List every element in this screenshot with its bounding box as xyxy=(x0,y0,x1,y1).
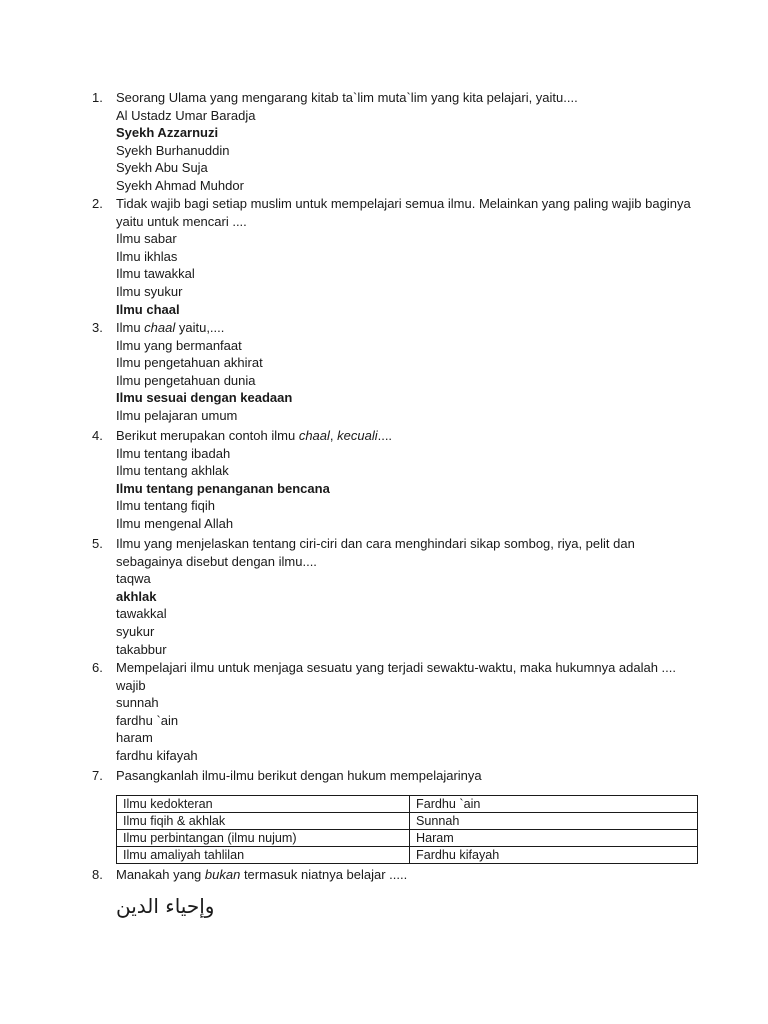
option: taqwa xyxy=(116,571,151,587)
option: Syekh Abu Suja xyxy=(116,160,208,176)
text-segment: , xyxy=(329,428,338,443)
option: haram xyxy=(116,730,153,746)
option: wajib xyxy=(116,677,146,693)
option: Ilmu mengenal Allah xyxy=(116,515,234,531)
italic-term: chaal xyxy=(298,428,330,443)
option: Al Ustadz Umar Baradja xyxy=(116,107,256,123)
option: Syekh Ahmad Muhdor xyxy=(116,177,244,193)
table-row xyxy=(117,830,698,847)
text-segment: Berikut merupakan contoh ilmu xyxy=(116,428,299,443)
question-number: 5. xyxy=(92,536,103,551)
option: Ilmu pengetahuan dunia xyxy=(116,372,256,388)
question-text: Mempelajari ilmu untuk menjaga sesuatu yang terjadi sewaktu-waktu, maka hukumnya adalah .... xyxy=(116,660,677,675)
option: Ilmu tentang ibadah xyxy=(116,445,231,461)
table-row xyxy=(117,796,698,813)
option-answer: Ilmu sesuai dengan keadaan xyxy=(116,390,293,406)
table-cell: Ilmu amaliyah tahlilan xyxy=(117,847,410,864)
option: Ilmu yang bermanfaat xyxy=(116,337,242,353)
table-cell: Fardhu `ain xyxy=(410,796,698,813)
option: Ilmu pengetahuan akhirat xyxy=(116,355,263,371)
question-6 xyxy=(92,659,712,765)
question-number: 2. xyxy=(92,196,103,211)
text-segment: Ilmu xyxy=(116,320,145,335)
option: Ilmu tentang fiqih xyxy=(116,498,216,514)
table-row xyxy=(117,847,698,864)
italic-term: kecuali xyxy=(337,428,378,443)
option: Ilmu syukur xyxy=(116,283,183,299)
option: takabbur xyxy=(116,641,167,657)
question-number: 6. xyxy=(92,660,103,675)
table-row xyxy=(117,813,698,830)
option-answer: Ilmu chaal xyxy=(116,301,180,317)
option: Syekh Burhanuddin xyxy=(116,142,230,158)
question-8 xyxy=(92,866,712,884)
question-text: sebagainya disebut dengan ilmu.... xyxy=(116,553,317,569)
table-cell: Sunnah xyxy=(410,813,698,830)
text-segment: yaitu,.... xyxy=(175,320,225,335)
option: fardhu kifayah xyxy=(116,747,198,763)
table-cell: Ilmu kedokteran xyxy=(117,796,410,813)
option: tawakkal xyxy=(116,606,167,622)
option: Ilmu tentang akhlak xyxy=(116,463,229,479)
question-4 xyxy=(92,427,712,533)
question-2 xyxy=(92,195,712,318)
table-cell: Ilmu fiqih & akhlak xyxy=(117,813,410,830)
option: Ilmu ikhlas xyxy=(116,248,178,264)
table-cell: Ilmu perbintangan (ilmu nujum) xyxy=(117,830,410,847)
question-number: 7. xyxy=(92,768,103,783)
question-text: Ilmu yang menjelaskan tentang ciri-ciri dan cara menghindari sikap sombog, riya, pelit dan xyxy=(116,536,635,551)
question-text xyxy=(116,427,712,445)
question-text xyxy=(116,866,712,884)
question-number: 3. xyxy=(92,320,103,335)
question-number: 1. xyxy=(92,90,103,105)
question-5 xyxy=(92,535,712,658)
text-segment: .... xyxy=(377,428,393,443)
question-1 xyxy=(92,89,712,195)
question-text: Seorang Ulama yang mengarang kitab ta`lim muta`lim yang kita pelajari, yaitu.... xyxy=(116,90,578,105)
question-text: yaitu untuk mencari .... xyxy=(116,213,247,229)
option: sunnah xyxy=(116,695,159,711)
table-cell: Haram xyxy=(410,830,698,847)
italic-term: bukan xyxy=(204,867,241,882)
table-cell: Fardhu kifayah xyxy=(410,847,698,864)
option: Ilmu sabar xyxy=(116,231,177,247)
question-text: Tidak wajib bagi setiap muslim untuk mempelajari semua ilmu. Melainkan yang paling wajib baginya xyxy=(116,196,691,211)
option: Ilmu tawakkal xyxy=(116,266,195,282)
text-segment: Manakah yang xyxy=(116,867,205,882)
option-answer: Ilmu tentang penanganan bencana xyxy=(116,480,330,496)
option: fardhu `ain xyxy=(116,712,179,728)
option-answer: Syekh Azzarnuzi xyxy=(116,125,219,141)
text-segment: termasuk niatnya belajar ..... xyxy=(240,867,408,882)
option: syukur xyxy=(116,623,155,639)
question-number: 8. xyxy=(92,867,103,882)
matching-table xyxy=(116,795,698,864)
question-7 xyxy=(92,767,712,785)
question-number: 4. xyxy=(92,428,103,443)
question-text xyxy=(116,319,712,337)
italic-term: chaal xyxy=(144,320,176,335)
question-text: Pasangkanlah ilmu-ilmu berikut dengan hukum mempelajarinya xyxy=(116,768,482,783)
option-answer: akhlak xyxy=(116,588,157,604)
option: Ilmu pelajaran umum xyxy=(116,407,238,423)
question-3 xyxy=(92,319,712,425)
arabic-option-text: وإحياء الدين xyxy=(116,894,215,918)
